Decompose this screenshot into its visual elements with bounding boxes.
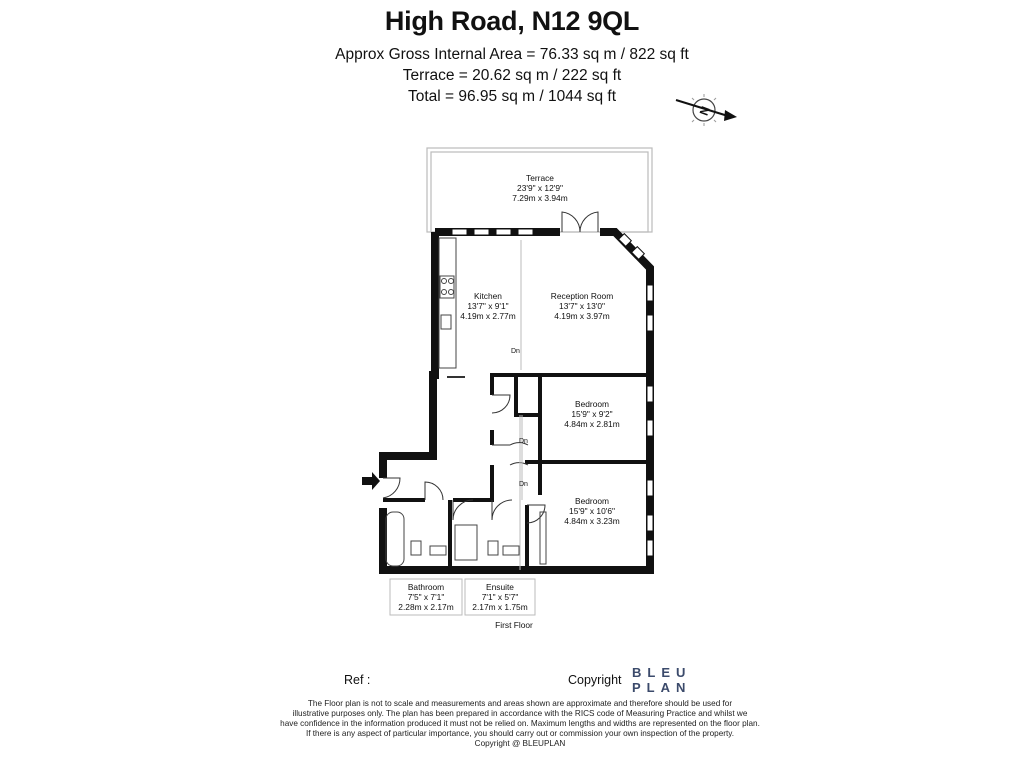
terrace-name: Terrace <box>526 173 554 183</box>
bathroom-name: Bathroom <box>407 582 445 592</box>
terrace-doors <box>562 212 598 232</box>
logo-line2: PLAN <box>632 680 692 695</box>
ensuite-name: Ensuite <box>486 582 514 592</box>
bedroom2-metric: 4.84m x 3.23m <box>564 516 620 526</box>
reception-name: Reception Room <box>550 291 614 301</box>
terrace-area: Terrace = 20.62 sq m / 222 sq ft <box>402 67 622 84</box>
disclaimer-line-3: have confidence in the information produced it must not be relied on. Maximum lengths and widths are represented on the floor plan. <box>280 719 760 728</box>
ensuite-imperial: 7'1" x 5'7" <box>481 592 519 602</box>
kitchen-metric: 4.19m x 2.77m <box>460 311 516 321</box>
disclaimer-line-4: If there is any aspect of particular importance, you should carry out or commission your own inspection of the property. <box>305 729 735 738</box>
ref-label: Ref : <box>344 673 371 687</box>
copyright-notice: Copyright @ BLEUPLAN <box>474 739 566 748</box>
compass-n-label: N <box>696 104 713 118</box>
reception-imperial: 13'7" x 13'0" <box>559 301 605 311</box>
down-marker: Dn <box>511 348 520 355</box>
bedroom1-name: Bedroom <box>575 399 609 409</box>
kitchen-imperial: 13'7" x 9'1" <box>467 301 509 311</box>
internal-area: Approx Gross Internal Area = 76.33 sq m / 822 sq ft <box>335 46 689 63</box>
bedroom1-metric: 4.84m x 2.81m <box>564 419 620 429</box>
bedroom1-imperial: 15'9" x 9'2" <box>571 409 613 419</box>
down-marker: Dn <box>519 438 528 445</box>
copyright-label: Copyright <box>568 673 622 687</box>
terrace-metric: 7.29m x 3.94m <box>512 193 568 203</box>
north-arrow-icon <box>676 94 737 126</box>
terrace-imperial: 23'9" x 12'9" <box>517 183 563 193</box>
disclaimer-line-2: illustrative purposes only. The plan has been prepared in accordance with the RICS code of Measuring Practice and whilst we <box>292 709 748 718</box>
total-area: Total = 96.95 sq m / 1044 sq ft <box>407 88 617 105</box>
bleuplan-logo <box>632 665 691 695</box>
bedroom2-imperial: 15'9" x 10'6" <box>569 506 615 516</box>
bedroom2-name: Bedroom <box>575 496 609 506</box>
ensuite-label-box <box>465 579 535 615</box>
disclaimer-line-1: The Floor plan is not to scale and measurements and areas shown are approximate and therefore should be used for <box>307 699 733 708</box>
kitchen-name: Kitchen <box>474 291 502 301</box>
down-marker: Dn <box>519 481 528 488</box>
property-address: High Road, N12 9QL <box>384 6 640 36</box>
bathroom-label-box <box>390 579 462 615</box>
bathroom-metric: 2.28m x 2.17m <box>398 602 454 612</box>
bathroom-imperial: 7'5" x 7'1" <box>407 592 445 602</box>
logo-line1: BLEU <box>632 665 692 680</box>
entrance-arrow-icon <box>362 472 380 490</box>
ensuite-metric: 2.17m x 1.75m <box>472 602 528 612</box>
reception-metric: 4.19m x 3.97m <box>554 311 610 321</box>
floor-label: First Floor <box>495 620 533 630</box>
